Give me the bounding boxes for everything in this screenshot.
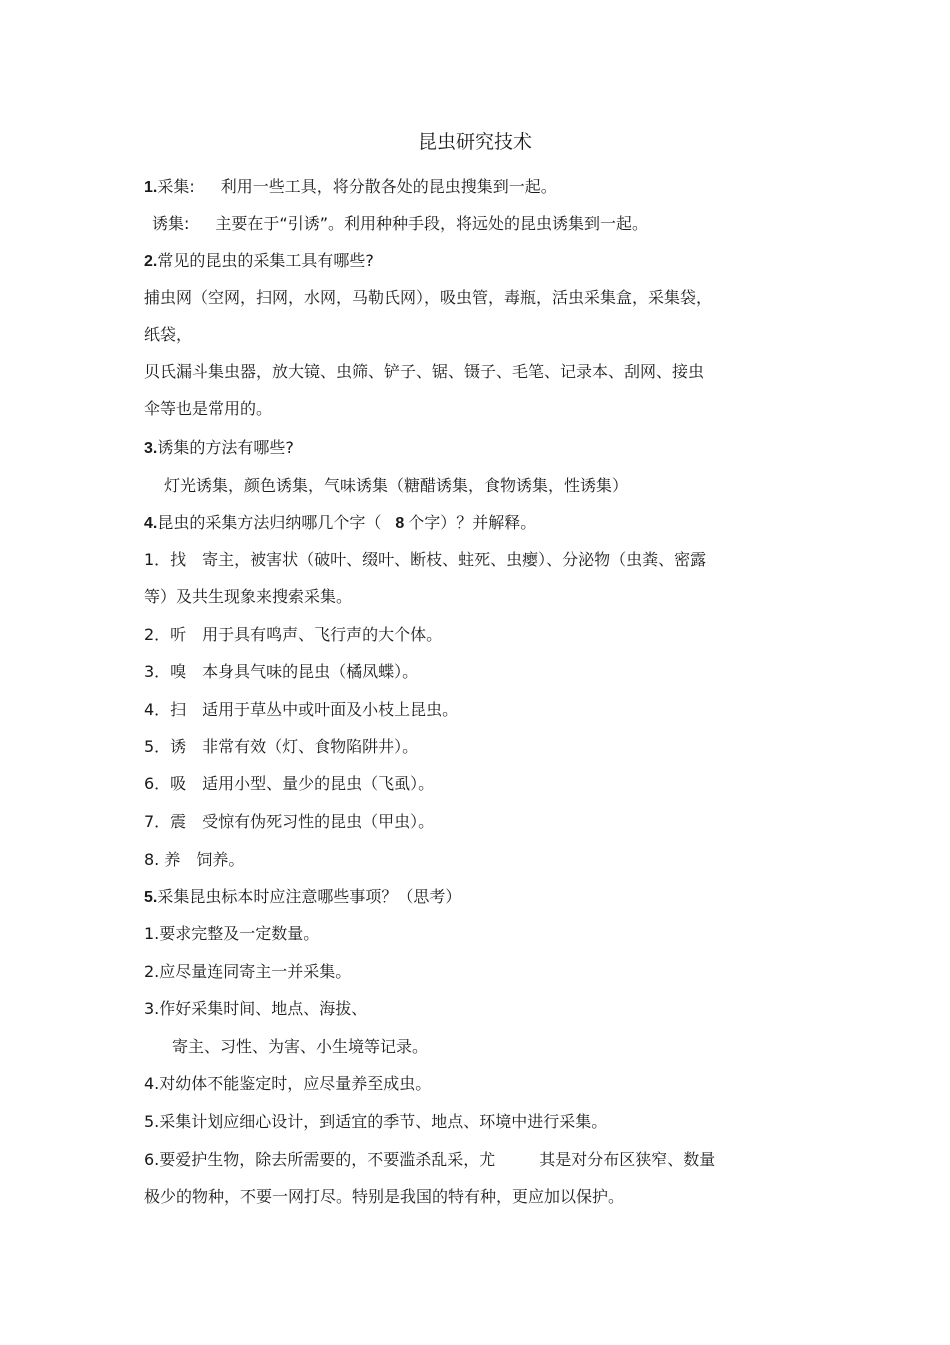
line-text: 昆虫的采集方法归纳哪几个字（ xyxy=(157,513,382,532)
line-text: 诱集: xyxy=(152,214,190,233)
section-number: 3. xyxy=(144,440,158,457)
line-text: 4.对幼体不能鉴定时，应尽量养至成虫。 xyxy=(144,1074,432,1093)
text-line xyxy=(144,848,244,872)
text-line xyxy=(144,885,461,910)
text-line xyxy=(144,548,706,572)
text-line xyxy=(144,960,351,984)
section-number: 1. xyxy=(144,179,158,196)
line-text-continued: 个字）？并解释。 xyxy=(408,513,537,532)
line-text: 6．吸 适用小型、量少的昆虫（飞虱）。 xyxy=(144,774,435,793)
text-line xyxy=(144,286,712,310)
line-text: 7．震 受惊有伪死习性的昆虫（甲虫）。 xyxy=(144,812,435,831)
line-text: 寄主、习性、为害、小生境等记录。 xyxy=(172,1037,429,1056)
page-title: 昆虫研究技术 xyxy=(417,131,532,153)
text-line xyxy=(144,323,192,347)
line-text: 诱集的方法有哪些? xyxy=(157,438,294,457)
text-line xyxy=(144,660,418,684)
line-text: 灯光诱集，颜色诱集，气味诱集（糖醋诱集，食物诱集，性诱集） xyxy=(164,476,629,495)
text-line xyxy=(172,1035,428,1059)
line-text: 5．诱 非常有效（灯、食物陷阱井）。 xyxy=(144,737,419,756)
line-text: 6.要爱护生物，除去所需要的，不要滥杀乱采，尤 xyxy=(144,1150,496,1169)
line-text: 等）及共生现象来搜索采集。 xyxy=(144,587,353,606)
line-text-continued: 其是对分布区狭窄、数量 xyxy=(539,1150,716,1169)
text-line xyxy=(144,511,536,536)
line-text: 纸袋， xyxy=(144,325,193,344)
line-text: 伞等也是常用的。 xyxy=(144,399,273,418)
text-line xyxy=(144,997,367,1021)
bold-count: 8 xyxy=(395,515,405,532)
line-text: 2．听 用于具有鸣声、飞行声的大个体。 xyxy=(144,625,443,644)
text-line xyxy=(144,397,272,421)
line-text: 采集昆虫标本时应注意哪些事项？（思考） xyxy=(157,887,462,906)
line-text: 2.应尽量连同寄主一并采集。 xyxy=(144,962,352,981)
text-line xyxy=(144,623,442,647)
text-line xyxy=(144,922,319,946)
section-number: 4. xyxy=(144,515,158,532)
line-text: 捕虫网（空网，扫网，水网，马勒氏网），吸虫管，毒瓶，活虫采集盒，采集袋， xyxy=(144,288,713,307)
line-text: 1.要求完整及一定数量。 xyxy=(144,924,320,943)
line-text: 贝氏漏斗集虫器，放大镜、虫筛、铲子、锯、镊子、毛笔、记录本、刮网、接虫 xyxy=(144,362,705,381)
text-line xyxy=(144,249,374,274)
text-line xyxy=(144,360,704,384)
text-line xyxy=(144,1110,607,1134)
text-line xyxy=(144,772,434,796)
section-number: 2. xyxy=(144,253,158,270)
line-text: 3.作好采集时间、地点、海拔、 xyxy=(144,999,368,1018)
line-text: 1．找 寄主，被害状（破叶、缀叶、断枝、蛀死、虫瘿）、分泌物（虫粪、密露 xyxy=(144,550,707,569)
line-text: 极少的物种，不要一网打尽。特别是我国的特有种，更应加以保护。 xyxy=(144,1187,625,1206)
line-text-continued: 主要在于“引诱”。利用种种手段，将远处的昆虫诱集到一起。 xyxy=(215,214,648,233)
text-line xyxy=(144,810,434,834)
line-text-continued: 利用一些工具，将分散各处的昆虫搜集到一起。 xyxy=(220,177,557,196)
text-line xyxy=(152,212,648,236)
text-line xyxy=(144,1072,431,1096)
line-text: 5.采集计划应细心设计，到适宜的季节、地点、环境中进行采集。 xyxy=(144,1112,608,1131)
text-line xyxy=(144,175,557,200)
line-text: 4．扫 适用于草丛中或叶面及小枝上昆虫。 xyxy=(144,700,459,719)
text-line xyxy=(144,698,458,722)
line-text: 8. 养 饲养。 xyxy=(144,850,245,869)
text-line xyxy=(164,474,628,498)
text-line xyxy=(144,436,294,461)
text-line xyxy=(144,1148,715,1172)
section-number: 5. xyxy=(144,889,158,906)
line-text: 采集: xyxy=(157,177,195,196)
line-text: 常见的昆虫的采集工具有哪些? xyxy=(157,251,374,270)
text-line xyxy=(144,1185,624,1209)
line-text: 3．嗅 本身具气味的昆虫（橘凤蝶）。 xyxy=(144,662,419,681)
text-line xyxy=(144,735,418,759)
text-line xyxy=(144,585,352,609)
